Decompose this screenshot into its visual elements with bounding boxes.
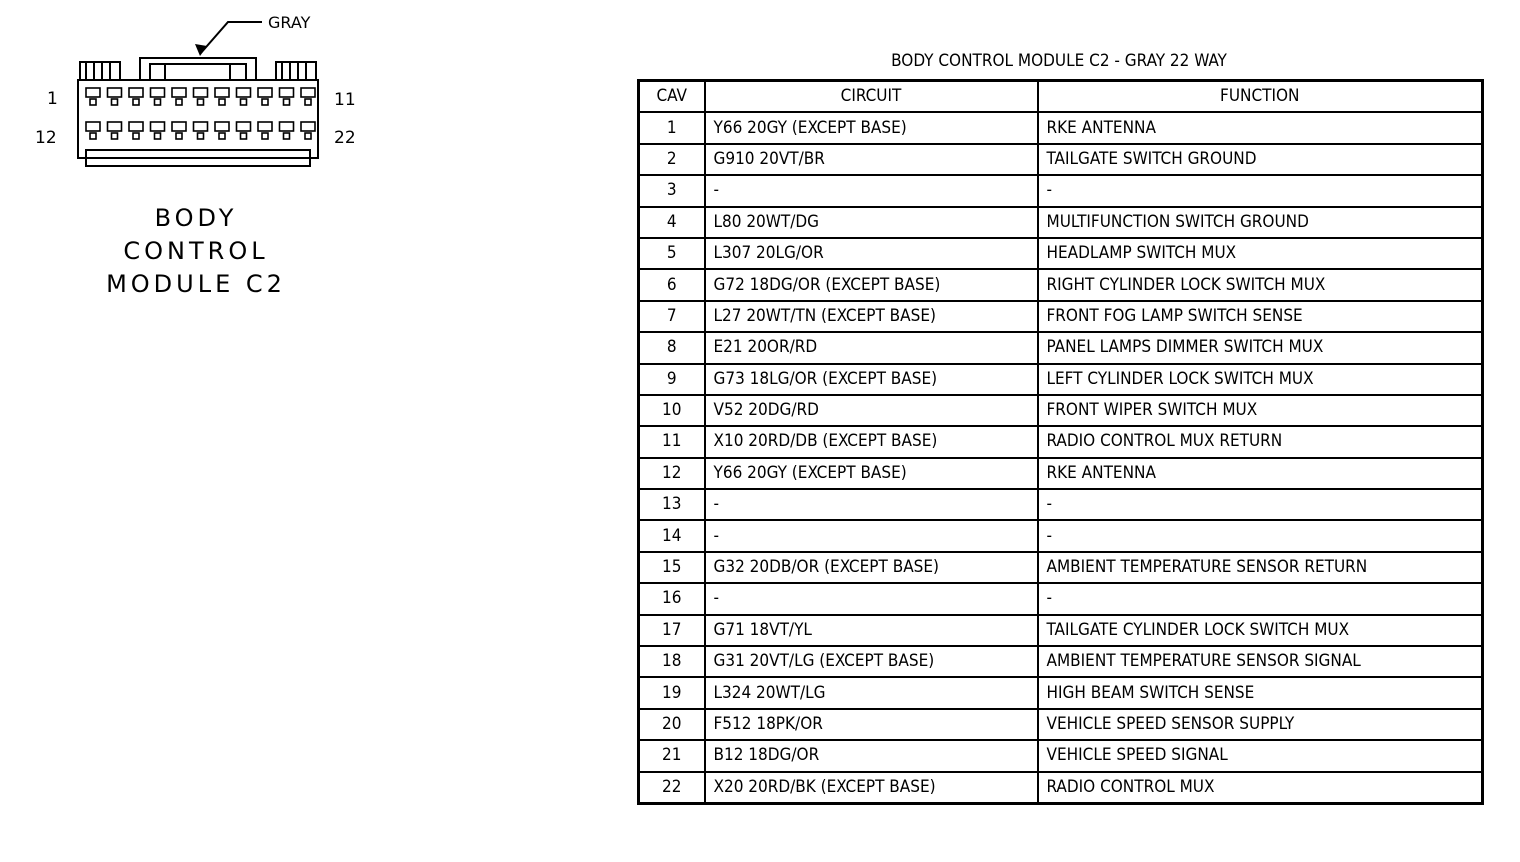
cell-cav: 9: [639, 364, 705, 395]
cell-cav: 11: [639, 426, 705, 457]
cell-circuit: L307 20LG/OR: [705, 238, 1038, 269]
table-row: [639, 332, 1483, 363]
cell-cav: 13: [639, 489, 705, 520]
cell-cav: 5: [639, 238, 705, 269]
cell-circuit: B12 18DG/OR: [705, 740, 1038, 771]
cell-cav: 6: [639, 269, 705, 300]
connector-view: [0, 0, 400, 320]
caption-line-2: CONTROL: [123, 237, 269, 265]
cell-circuit: G71 18VT/YL: [705, 615, 1038, 646]
cell-function: MULTIFUNCTION SWITCH GROUND: [1038, 207, 1483, 238]
table-row: [639, 207, 1483, 238]
cell-circuit: G32 20DB/OR (EXCEPT BASE): [705, 552, 1038, 583]
cell-function: RKE ANTENNA: [1038, 112, 1483, 143]
table-row: [639, 772, 1483, 804]
table-row: [639, 238, 1483, 269]
cell-cav: 22: [639, 772, 705, 804]
table-row: [639, 364, 1483, 395]
cell-cav: 12: [639, 458, 705, 489]
cell-circuit: G72 18DG/OR (EXCEPT BASE): [705, 269, 1038, 300]
header-cav: CAV: [639, 81, 705, 113]
table-row: [639, 175, 1483, 206]
cell-circuit: E21 20OR/RD: [705, 332, 1038, 363]
table-row: [639, 709, 1483, 740]
cell-function: TAILGATE SWITCH GROUND: [1038, 144, 1483, 175]
cell-cav: 18: [639, 646, 705, 677]
table-row: [639, 552, 1483, 583]
table-row: [639, 583, 1483, 614]
cell-circuit: L80 20WT/DG: [705, 207, 1038, 238]
header-circuit: CIRCUIT: [705, 81, 1038, 113]
cell-circuit: -: [705, 583, 1038, 614]
cell-cav: 15: [639, 552, 705, 583]
cell-function: FRONT WIPER SWITCH MUX: [1038, 395, 1483, 426]
table-row: [639, 740, 1483, 771]
cell-cav: 8: [639, 332, 705, 363]
cell-function: PANEL LAMPS DIMMER SWITCH MUX: [1038, 332, 1483, 363]
cell-function: -: [1038, 520, 1483, 551]
cell-function: TAILGATE CYLINDER LOCK SWITCH MUX: [1038, 615, 1483, 646]
table-row: [639, 615, 1483, 646]
cell-cav: 19: [639, 677, 705, 708]
table-row: [639, 144, 1483, 175]
table-row: [639, 646, 1483, 677]
cell-function: RIGHT CYLINDER LOCK SWITCH MUX: [1038, 269, 1483, 300]
cell-cav: 10: [639, 395, 705, 426]
table-row: [639, 395, 1483, 426]
cell-cav: 16: [639, 583, 705, 614]
cell-function: VEHICLE SPEED SIGNAL: [1038, 740, 1483, 771]
cell-circuit: -: [705, 175, 1038, 206]
cell-function: RADIO CONTROL MUX RETURN: [1038, 426, 1483, 457]
cell-cav: 2: [639, 144, 705, 175]
cell-function: RKE ANTENNA: [1038, 458, 1483, 489]
cell-circuit: Y66 20GY (EXCEPT BASE): [705, 458, 1038, 489]
cell-circuit: X10 20RD/DB (EXCEPT BASE): [705, 426, 1038, 457]
cell-circuit: V52 20DG/RD: [705, 395, 1038, 426]
cell-cav: 3: [639, 175, 705, 206]
table-row: [639, 677, 1483, 708]
cell-function: HIGH BEAM SWITCH SENSE: [1038, 677, 1483, 708]
table-title: BODY CONTROL MODULE C2 - GRAY 22 WAY: [891, 51, 1227, 71]
table-row: [639, 426, 1483, 457]
cell-function: -: [1038, 583, 1483, 614]
cell-circuit: G73 18LG/OR (EXCEPT BASE): [705, 364, 1038, 395]
cell-function: LEFT CYLINDER LOCK SWITCH MUX: [1038, 364, 1483, 395]
cell-function: AMBIENT TEMPERATURE SENSOR SIGNAL: [1038, 646, 1483, 677]
cell-circuit: -: [705, 489, 1038, 520]
cell-function: VEHICLE SPEED SENSOR SUPPLY: [1038, 709, 1483, 740]
cell-function: FRONT FOG LAMP SWITCH SENSE: [1038, 301, 1483, 332]
pin-label-12: 12: [35, 128, 57, 148]
cell-function: -: [1038, 175, 1483, 206]
connector-color-label: GRAY: [268, 13, 311, 32]
cell-function: AMBIENT TEMPERATURE SENSOR RETURN: [1038, 552, 1483, 583]
pin-label-1: 1: [47, 89, 58, 109]
cell-circuit: X20 20RD/BK (EXCEPT BASE): [705, 772, 1038, 804]
table-row: [639, 269, 1483, 300]
cell-function: HEADLAMP SWITCH MUX: [1038, 238, 1483, 269]
pin-table: [637, 79, 1484, 805]
cell-function: RADIO CONTROL MUX: [1038, 772, 1483, 804]
cell-circuit: F512 18PK/OR: [705, 709, 1038, 740]
table-row: [639, 520, 1483, 551]
cell-circuit: L324 20WT/LG: [705, 677, 1038, 708]
pin-label-22: 22: [334, 128, 356, 148]
cell-circuit: G910 20VT/BR: [705, 144, 1038, 175]
cell-function: -: [1038, 489, 1483, 520]
table-row: [639, 112, 1483, 143]
cell-circuit: G31 20VT/LG (EXCEPT BASE): [705, 646, 1038, 677]
cell-cav: 17: [639, 615, 705, 646]
caption-line-3: MODULE C2: [106, 270, 286, 298]
cell-circuit: -: [705, 520, 1038, 551]
cell-cav: 7: [639, 301, 705, 332]
header-function: FUNCTION: [1038, 81, 1483, 113]
table-header-row: [639, 81, 1483, 113]
cell-cav: 4: [639, 207, 705, 238]
caption-line-1: BODY: [154, 204, 238, 232]
table-row: [639, 458, 1483, 489]
pin-label-11: 11: [334, 90, 356, 110]
cell-cav: 21: [639, 740, 705, 771]
table-row: [639, 489, 1483, 520]
cell-cav: 20: [639, 709, 705, 740]
cell-cav: 1: [639, 112, 705, 143]
table-row: [639, 301, 1483, 332]
cell-circuit: Y66 20GY (EXCEPT BASE): [705, 112, 1038, 143]
cell-cav: 14: [639, 520, 705, 551]
cell-circuit: L27 20WT/TN (EXCEPT BASE): [705, 301, 1038, 332]
